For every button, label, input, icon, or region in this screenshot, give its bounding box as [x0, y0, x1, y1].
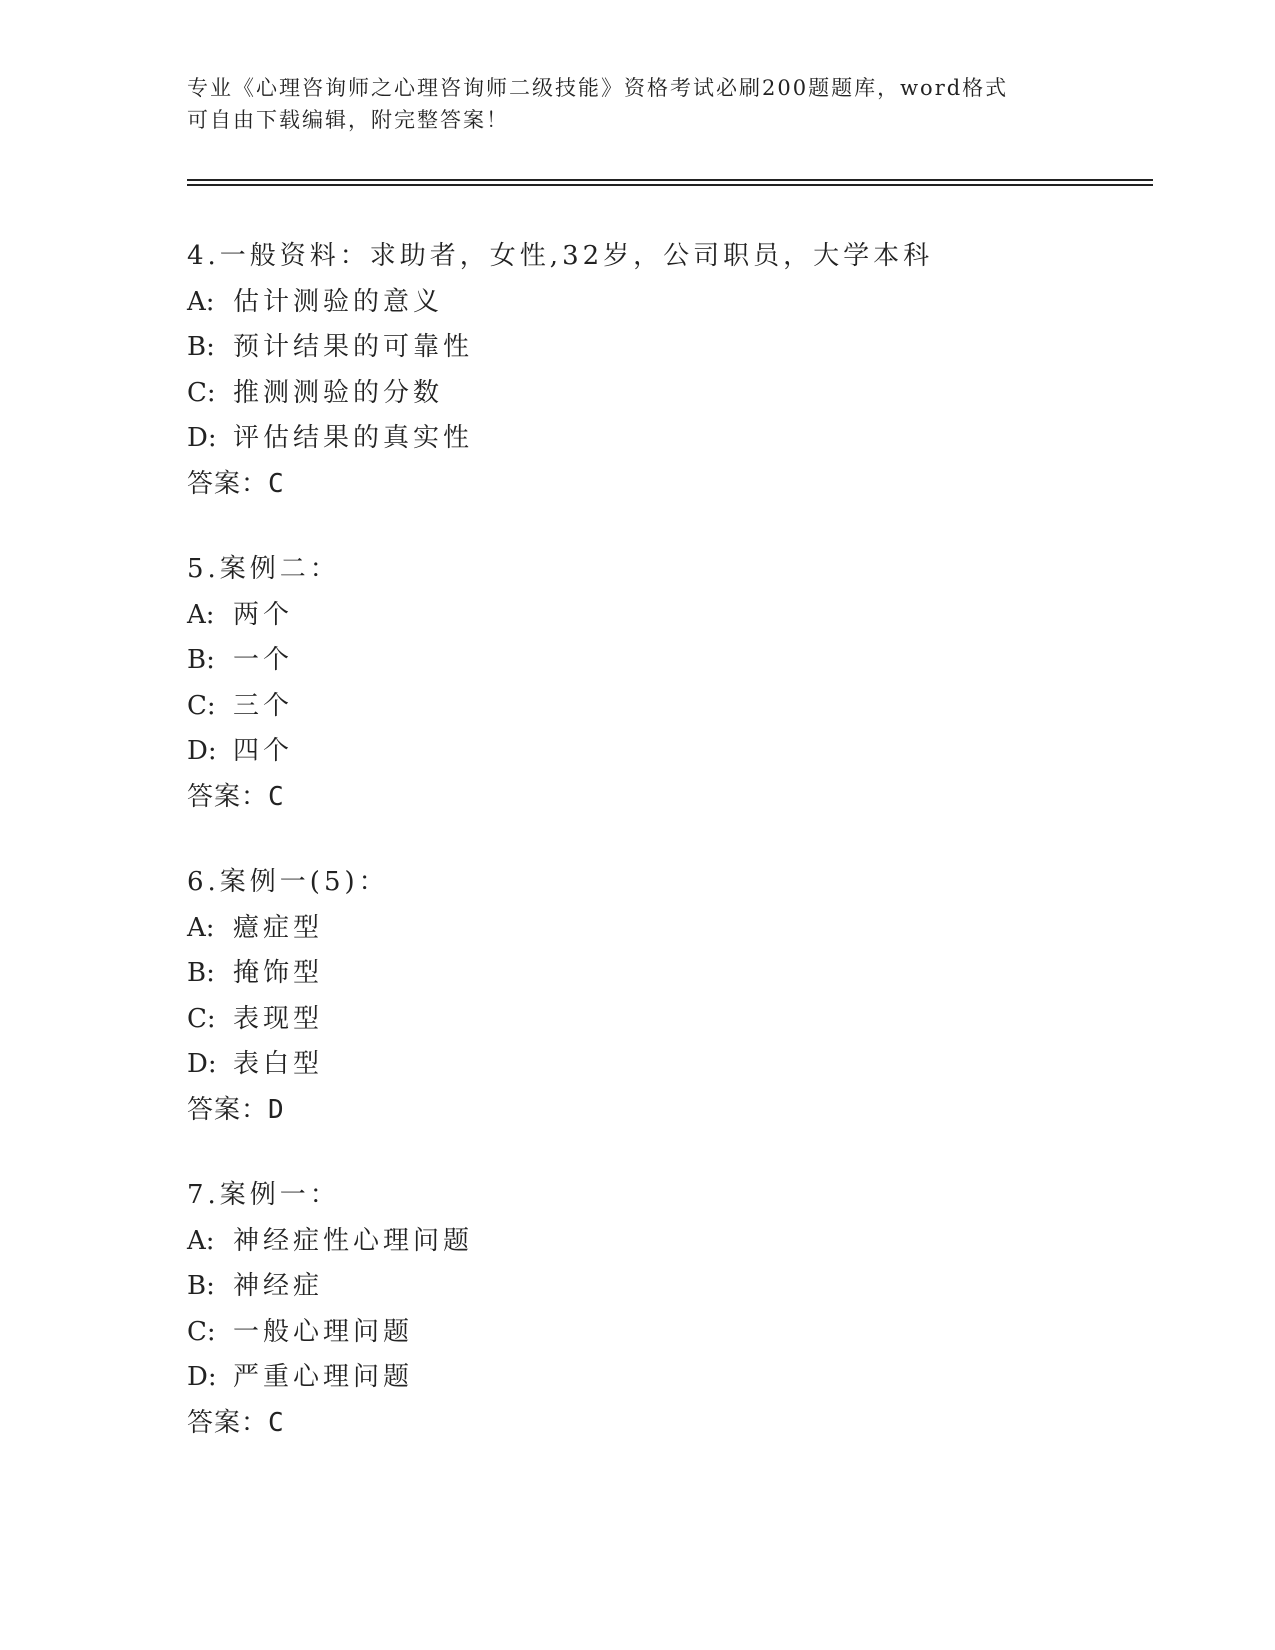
question-stem: 4.一般资料：求助者，女性,32岁，公司职员，大学本科	[187, 241, 934, 271]
document-header	[187, 72, 1087, 136]
answer-line	[187, 775, 1153, 821]
option-letter: A:	[187, 286, 215, 317]
option-d	[187, 416, 1153, 462]
option-letter: D:	[187, 1362, 217, 1392]
answer-line	[187, 1088, 1153, 1134]
question-7	[187, 1173, 1153, 1446]
option-text: 严重心理问题	[233, 1362, 414, 1392]
option-letter: C:	[187, 690, 216, 721]
option-a	[187, 906, 1153, 952]
option-a	[187, 1219, 1153, 1265]
answer-label: 答案：	[187, 781, 269, 812]
option-text: 表白型	[233, 1049, 324, 1079]
option-c	[187, 371, 1153, 417]
option-c	[187, 684, 1153, 730]
option-text: 一般心理问题	[233, 1316, 414, 1347]
option-text: 预计结果的可靠性	[233, 332, 474, 362]
option-c	[187, 997, 1153, 1043]
option-letter: B:	[187, 645, 215, 675]
answer-value: C	[268, 468, 285, 499]
answer-value: C	[268, 1407, 285, 1438]
option-text: 神经症性心理问题	[233, 1225, 474, 1256]
question-stem: 5.案例二：	[187, 554, 340, 584]
option-text: 四个	[233, 736, 294, 766]
option-letter: B:	[187, 958, 215, 988]
option-letter: B:	[187, 1271, 215, 1301]
option-letter: C:	[187, 1003, 216, 1034]
question-4	[187, 234, 1153, 507]
answer-label: 答案：	[187, 1094, 269, 1125]
option-letter: D:	[187, 1049, 217, 1079]
answer-line	[187, 1401, 1153, 1447]
question-5	[187, 547, 1153, 820]
option-letter: D:	[187, 423, 217, 453]
option-a	[187, 280, 1153, 326]
option-text: 两个	[233, 599, 294, 630]
option-text: 评估结果的真实性	[233, 423, 474, 453]
answer-value: D	[268, 1094, 285, 1125]
option-d	[187, 1042, 1153, 1088]
question-list	[187, 234, 1153, 1486]
option-text: 一个	[233, 645, 294, 675]
option-letter: A:	[187, 1225, 215, 1256]
option-letter: A:	[187, 912, 215, 943]
question-6	[187, 860, 1153, 1133]
option-text: 神经症	[233, 1271, 324, 1301]
option-b	[187, 638, 1153, 684]
header-title-line-1: 专业《心理咨询师之心理咨询师二级技能》资格考试必刷200题题库，word格式	[187, 76, 1009, 100]
answer-value: C	[268, 781, 285, 812]
option-b	[187, 951, 1153, 997]
answer-label: 答案：	[187, 1407, 269, 1438]
option-text: 表现型	[233, 1003, 324, 1034]
option-d	[187, 729, 1153, 775]
header-divider-bottom	[187, 184, 1153, 186]
header-title-line-2: 可自由下载编辑，附完整答案！	[187, 108, 509, 132]
option-letter: B:	[187, 332, 215, 362]
option-letter: C:	[187, 377, 216, 408]
option-a	[187, 593, 1153, 639]
option-b	[187, 1264, 1153, 1310]
question-stem: 7.案例一：	[187, 1180, 340, 1210]
question-stem: 6.案例一(5)：	[187, 867, 389, 897]
option-letter: D:	[187, 736, 217, 766]
option-text: 推测测验的分数	[233, 377, 444, 408]
option-text: 掩饰型	[233, 958, 324, 988]
header-divider-top	[187, 179, 1153, 181]
answer-label: 答案：	[187, 468, 269, 499]
option-letter: A:	[187, 599, 215, 630]
option-text: 癔症型	[233, 912, 324, 943]
option-text: 估计测验的意义	[233, 286, 444, 317]
option-b	[187, 325, 1153, 371]
option-c	[187, 1310, 1153, 1356]
option-text: 三个	[233, 690, 294, 721]
option-d	[187, 1355, 1153, 1401]
option-letter: C:	[187, 1316, 216, 1347]
answer-line	[187, 462, 1153, 508]
